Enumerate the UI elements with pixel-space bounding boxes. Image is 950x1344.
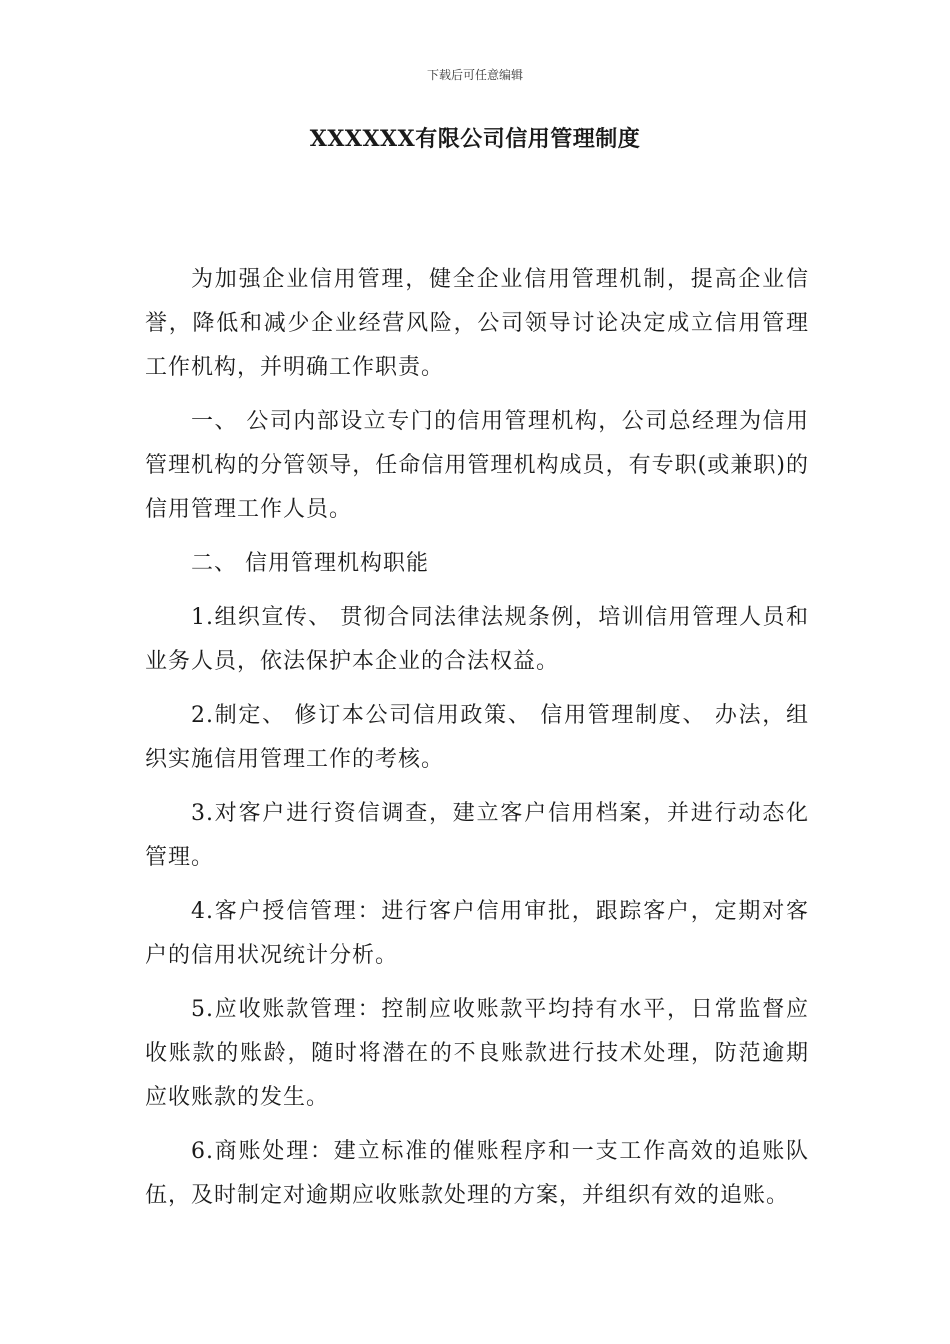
section-two-heading: 二、 信用管理机构职能	[191, 551, 429, 576]
intro-paragraph: 为加强企业信用管理，健全企业信用管理机制，提高企业信誉，降低和减少企业经营风险，公司领导讨论决定成立信用管理工作机构，并明确工作职责。	[145, 267, 809, 380]
document-body	[145, 258, 809, 1228]
section-one-paragraph: 一、 公司内部设立专门的信用管理机构，公司总经理为信用管理机构的分管领导，任命信用管理机构成员，有专职(或兼职)的信用管理工作人员。	[145, 409, 809, 522]
function-item-5: 5.应收账款管理：控制应收账款平均持有水平，日常监督应收账款的账龄，随时将潜在的不良账款进行技术处理，防范逾期应收账款的发生。	[145, 997, 809, 1110]
function-item-4: 4.客户授信管理：进行客户信用审批，跟踪客户，定期对客户的信用状况统计分析。	[145, 899, 809, 968]
function-item-6: 6.商账处理：建立标准的催账程序和一支工作高效的追账队伍，及时制定对逾期应收账款处理的方案，并组织有效的追账。	[145, 1139, 809, 1208]
document-title: XXXXXX有限公司信用管理制度	[309, 126, 641, 152]
function-item-1: 1.组织宣传、 贯彻合同法律法规条例，培训信用管理人员和业务人员，依法保护本企业的合法权益。	[145, 605, 809, 674]
function-item-2: 2.制定、 修订本公司信用政策、 信用管理制度、 办法，组织实施信用管理工作的考核。	[145, 703, 809, 772]
header-note: 下载后可任意编辑	[426, 68, 523, 82]
function-item-3: 3.对客户进行资信调查，建立客户信用档案，并进行动态化管理。	[145, 801, 809, 870]
